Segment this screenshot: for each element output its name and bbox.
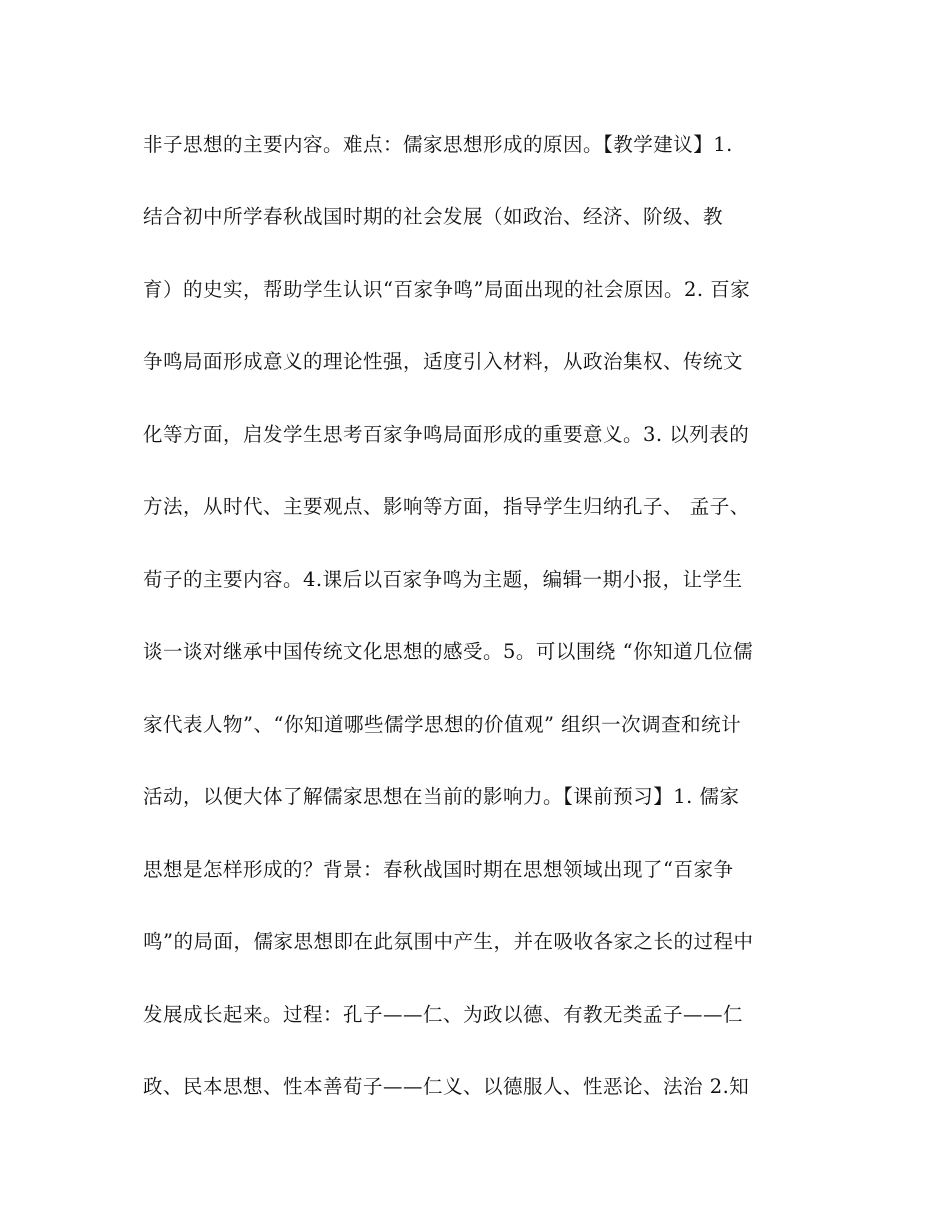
text-line: 非子思想的主要内容。难点：儒家思想形成的原因。【教学建议】1.	[143, 133, 733, 156]
text-line: 结合初中所学春秋战国时期的社会发展（如政治、经济、阶级、教	[143, 205, 724, 228]
text-line: 政、民本思想、性本善荀子——仁义、以德服人、性恶论、法治 2.知	[143, 1075, 750, 1098]
text-line: 化等方面，启发学生思考百家争鸣局面形成的重要意义。3. 以列表的	[143, 423, 750, 446]
text-line: 发展成长起来。过程：孔子——仁、为政以德、有教无类孟子——仁	[143, 1003, 744, 1026]
text-line: 育）的史实，帮助学生认识“百家争鸣”局面出现的社会原因。2. 百家	[143, 278, 751, 301]
text-line: 谈一谈对继承中国传统文化思想的感受。5。可以围绕 “你知道几位儒	[143, 640, 754, 663]
text-line: 方法，从时代、主要观点、影响等方面，指导学生归纳孔子、 孟子、	[143, 495, 750, 518]
text-line: 活动，以便大体了解儒家思想在当前的影响力。【课前预习】1. 儒家	[143, 785, 740, 808]
text-line: 思想是怎样形成的？背景：春秋战国时期在思想领域出现了“百家争	[143, 858, 734, 881]
text-line: 鸣”的局面，儒家思想即在此氛围中产生，并在吸收各家之长的过程中	[143, 930, 754, 953]
text-line: 荀子的主要内容。4.课后以百家争鸣为主题，编辑一期小报，让学生	[143, 568, 743, 591]
text-line: 争鸣局面形成意义的理论性强，适度引入材料，从政治集权、传统文	[143, 350, 744, 373]
text-line: 家代表人物”、“你知道哪些儒学思想的价值观” 组织一次调查和统计	[143, 713, 742, 736]
